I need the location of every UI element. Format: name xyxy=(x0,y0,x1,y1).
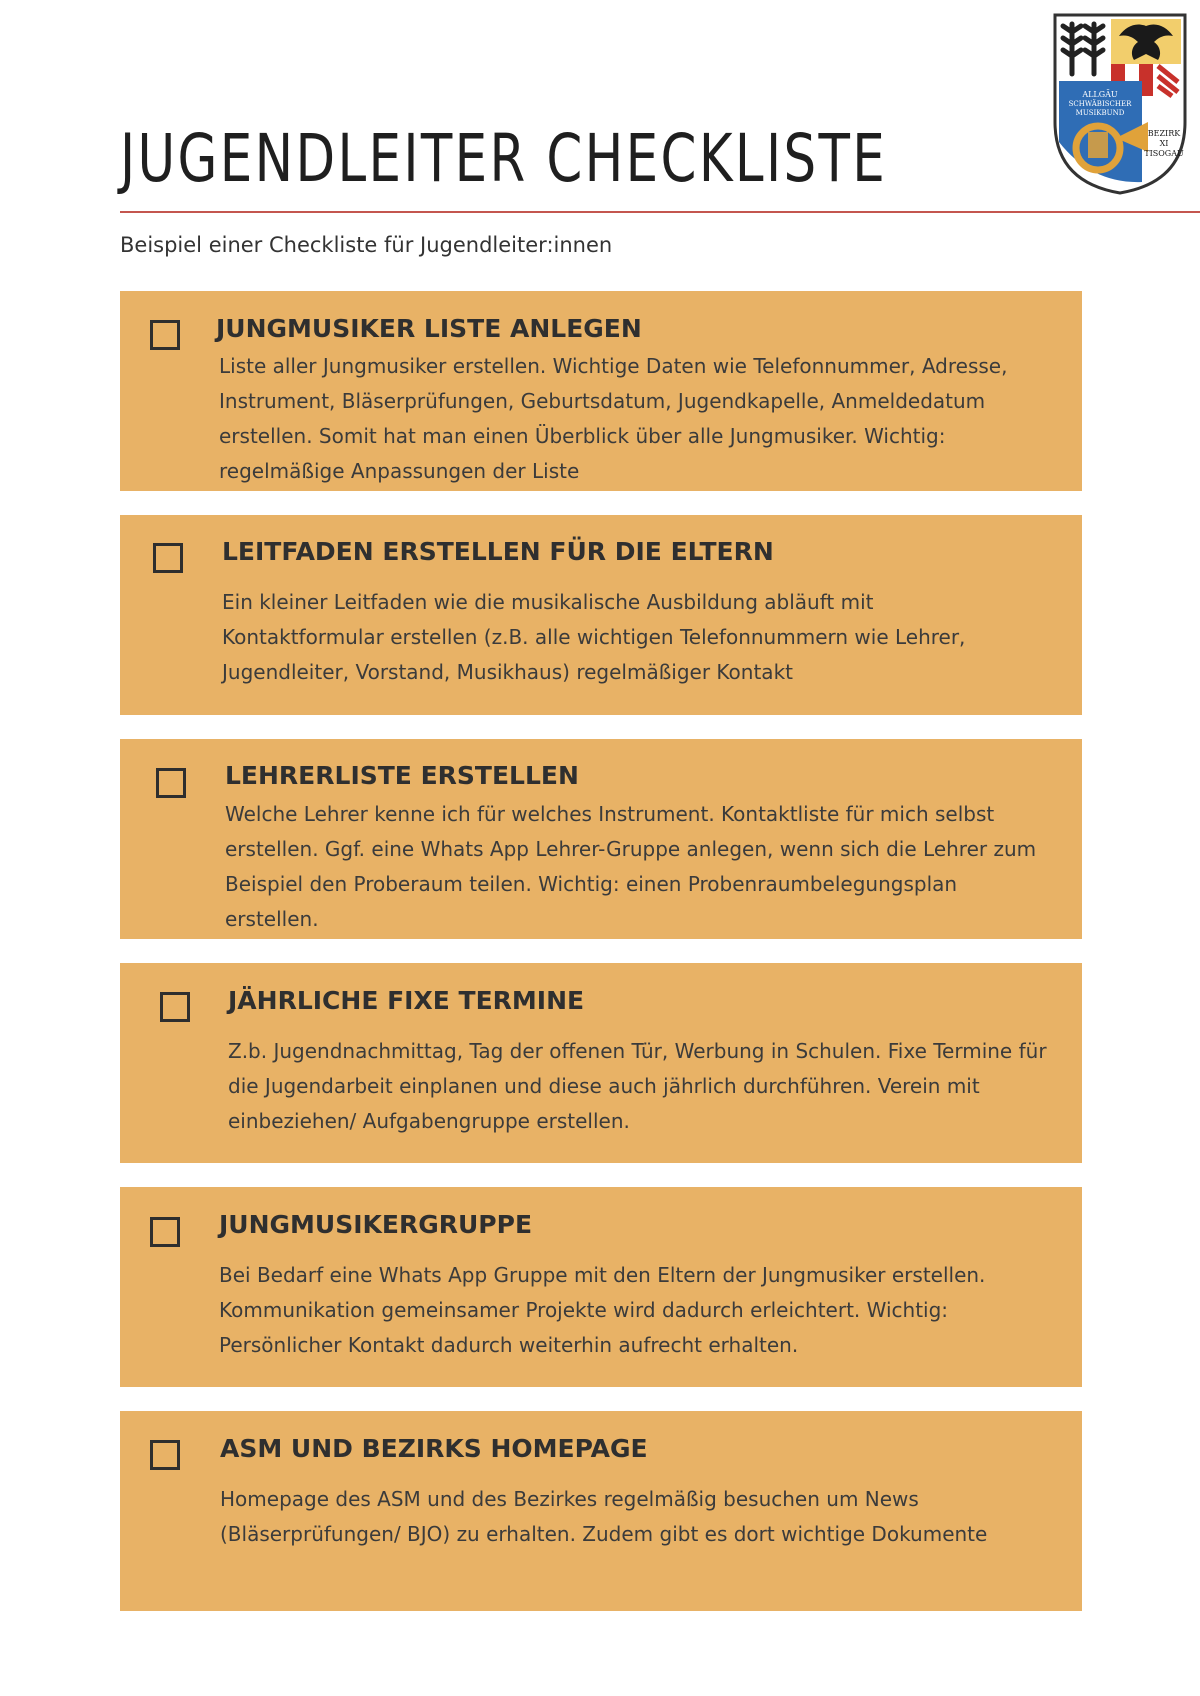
item-title: ASM UND BEZIRKS HOMEPAGE xyxy=(220,1434,648,1463)
page-subtitle: Beispiel einer Checkliste für Jugendleiter:innen xyxy=(120,233,613,257)
svg-text:ALLGÄU: ALLGÄU xyxy=(1082,90,1118,99)
item-description: Homepage des ASM und des Bezirkes regelmäßig besuchen um News (Bläserprüfungen/ BJO) zu erhalten. Zudem gibt es dort wichtige Dokumente xyxy=(220,1487,988,1546)
checklist-item-fixe-termine xyxy=(120,963,1082,1163)
checkbox[interactable] xyxy=(160,992,190,1022)
item-title: LEITFADEN ERSTELLEN FÜR DIE ELTERN xyxy=(222,537,774,566)
checklist-item-jungmusikergruppe xyxy=(120,1187,1082,1387)
item-description: Z.b. Jugendnachmittag, Tag der offenen Tür, Werbung in Schulen. Fixe Termine für die Jugendarbeit einplanen und diese auch jährlich durchführen. Verein mit einbeziehen/ Aufgabengruppe erstellen. xyxy=(228,1039,1047,1133)
item-title: JUNGMUSIKER LISTE ANLEGEN xyxy=(216,314,642,343)
checkbox[interactable] xyxy=(150,320,180,350)
coat-of-arms-logo xyxy=(1052,12,1188,196)
checklist-item-leitfaden-eltern xyxy=(120,515,1082,715)
item-title: LEHRERLISTE ERSTELLEN xyxy=(225,761,579,790)
item-title: JÄHRLICHE FIXE TERMINE xyxy=(228,986,585,1015)
page-title: JUGENDLEITER CHECKLISTE xyxy=(120,120,888,197)
checkbox[interactable] xyxy=(153,543,183,573)
item-description: Welche Lehrer kenne ich für welches Instrument. Kontaktliste für mich selbst erstellen. Ggf. eine Whats App Lehrer-Gruppe anlegen, wenn sich die Lehrer zum Beispiel den Proberaum teilen. Wichtig: einen Probenraumbelegungsplan erstellen. xyxy=(225,802,1037,931)
svg-text:SCHWÄBISCHER: SCHWÄBISCHER xyxy=(1068,100,1132,108)
checkbox[interactable] xyxy=(150,1217,180,1247)
item-description: Liste aller Jungmusiker erstellen. Wichtige Daten wie Telefonnummer, Adresse, Instrument, Bläserprüfungen, Geburtsdatum, Jugendkapelle, Anmeldedatum erstellen. Somit hat man einen Überblick über alle Jungmusiker. Wichtig: regelmäßige Anpassungen der Liste xyxy=(219,354,1008,483)
svg-text:MUSIKBUND: MUSIKBUND xyxy=(1075,109,1125,117)
item-title: JUNGMUSIKERGRUPPE xyxy=(219,1210,533,1239)
item-description: Ein kleiner Leitfaden wie die musikalische Ausbildung abläuft mit Kontaktformular erstellen (z.B. alle wichtigen Telefonnummern wie Lehrer, Jugendleiter, Vorstand, Musikhaus) regelmäßiger Kontakt xyxy=(222,590,966,684)
checklist-item-jungmusiker-liste xyxy=(120,291,1082,491)
checkbox[interactable] xyxy=(150,1440,180,1470)
svg-text:BEZIRK: BEZIRK xyxy=(1147,129,1181,138)
item-description: Bei Bedarf eine Whats App Gruppe mit den Eltern der Jungmusiker erstellen. Kommunikation gemeinsamer Projekte wird dadurch erleichtert. Wichtig: Persönlicher Kontakt dadurch weiterhin aufrecht erhalten. xyxy=(219,1263,986,1357)
header-divider xyxy=(120,211,1200,213)
checklist-item-homepage xyxy=(120,1411,1082,1611)
checklist-item-lehrerliste xyxy=(120,739,1082,939)
svg-text:TISOGAU: TISOGAU xyxy=(1144,149,1184,158)
svg-text:XI: XI xyxy=(1159,139,1169,148)
checkbox[interactable] xyxy=(156,768,186,798)
